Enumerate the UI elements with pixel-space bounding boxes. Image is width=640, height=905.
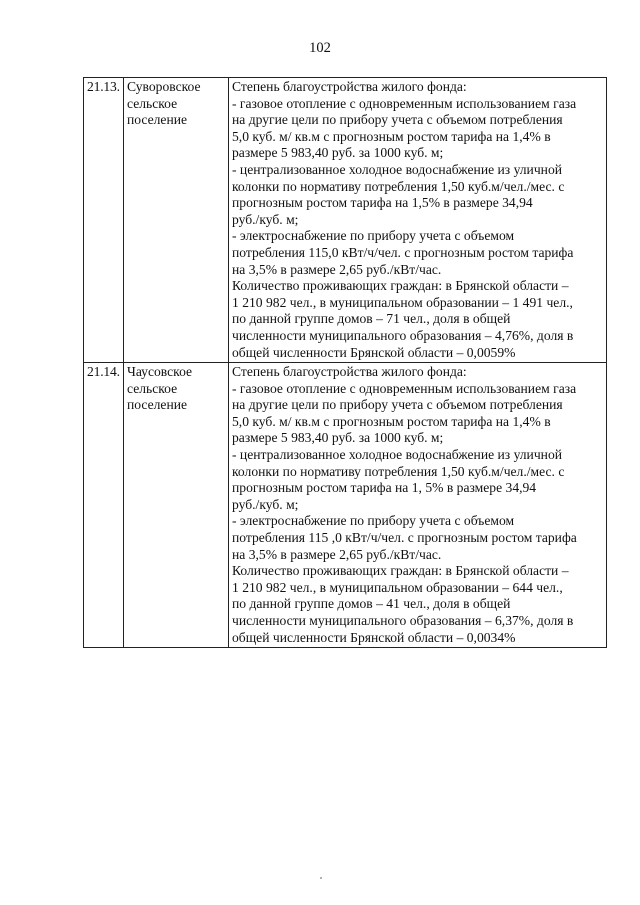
housing-description-line: численности муниципального образования – 6,37%, доля в	[232, 613, 574, 628]
housing-description-line: - централизованное холодное водоснабжение из уличной	[232, 161, 563, 177]
housing-description-line: на 3,5% в размере 2,65 руб./кВт/час.	[232, 261, 442, 277]
housing-description-cell	[229, 363, 607, 648]
settlement-name-line: Суворовское	[127, 79, 201, 94]
housing-description-line: Количество проживающих граждан: в Брянской области –	[232, 278, 569, 294]
housing-description-line: колонки по нормативу потребления 1,50 куб.м/чел./мес. с	[232, 463, 565, 479]
housing-description-line: на другие цели по прибору учета с объемом потребления	[232, 397, 563, 413]
housing-description-line: прогнозным ростом тарифа на 1,5% в размере 34,94	[232, 195, 533, 211]
housing-description-line: численности муниципального образования – 4,76%, доля в	[232, 327, 574, 343]
housing-description-line: прогнозным ростом тарифа на 1, 5% в размере 34,94	[232, 480, 537, 496]
housing-description-line: - электроснабжение по прибору учета с объемом	[232, 513, 515, 529]
page-number: 102	[309, 40, 331, 56]
settlement-name-line: сельское	[127, 380, 178, 396]
housing-description-line: на другие цели по прибору учета с объемом потребления	[232, 112, 563, 128]
housing-description-line: на 3,5% в размере 2,65 руб./кВт/час.	[232, 546, 442, 562]
settlement-name-line: поселение	[127, 397, 188, 413]
housing-description-line: размере 5 983,40 руб. за 1000 куб. м;	[232, 145, 444, 161]
settlement-name-cell	[124, 78, 229, 363]
housing-description-line: колонки по нормативу потребления 1,50 куб.м/чел./мес. с	[232, 178, 565, 194]
housing-description-line: потребления 115 ,0 кВт/ч/чел. с прогнозным ростом тарифа	[232, 530, 577, 546]
scan-speck	[320, 877, 322, 879]
housing-description-line: 1 210 982 чел., в муниципальном образовании – 644 чел.,	[232, 579, 563, 595]
housing-description-line: 5,0 куб. м/ кв.м с прогнозным ростом тарифа на 1,4% в	[232, 413, 551, 429]
row-number: 21.13.	[87, 79, 120, 94]
settlement-name-line: поселение	[127, 112, 188, 128]
housing-description-line: Степень благоустройства жилого фонда:	[232, 364, 467, 380]
row-number-cell	[84, 363, 124, 648]
housing-description-line: по данной группе домов – 71 чел., доля в общей	[232, 311, 511, 327]
housing-description-line: по данной группе домов – 41 чел., доля в общей	[232, 596, 511, 612]
housing-description-line: 1 210 982 чел., в муниципальном образовании – 1 491 чел.,	[232, 294, 573, 310]
housing-description-line: руб./куб. м;	[232, 211, 299, 227]
housing-description-line: 5,0 куб. м/ кв.м с прогнозным ростом тарифа на 1,4% в	[232, 128, 551, 144]
housing-description-line: Степень благоустройства жилого фонда:	[232, 79, 467, 94]
row-number-cell	[84, 78, 124, 363]
settlement-name-cell	[124, 363, 229, 648]
table-row	[84, 78, 607, 363]
housing-description-line: - электроснабжение по прибору учета с объемом	[232, 228, 515, 244]
housing-description-line: - газовое отопление с одновременным использованием газа	[232, 380, 577, 396]
housing-description-line: руб./куб. м;	[232, 496, 299, 512]
settlement-name-line: Чаусовское	[127, 364, 193, 380]
housing-description-line: размере 5 983,40 руб. за 1000 куб. м;	[232, 430, 444, 446]
housing-description-line: - газовое отопление с одновременным использованием газа	[232, 95, 577, 111]
housing-description-line: общей численности Брянской области – 0,0059%	[232, 344, 516, 360]
settlements-table	[83, 77, 607, 648]
housing-description-line: потребления 115,0 кВт/ч/чел. с прогнозным ростом тарифа	[232, 244, 574, 260]
table-row	[84, 363, 607, 648]
settlements-table-body	[84, 78, 607, 648]
housing-description-line: общей численности Брянской области – 0,0034%	[232, 629, 516, 645]
housing-description-line: - централизованное холодное водоснабжение из уличной	[232, 447, 563, 463]
housing-description-cell	[229, 78, 607, 363]
row-number: 21.14.	[87, 364, 120, 380]
housing-description-line: Количество проживающих граждан: в Брянской области –	[232, 563, 569, 579]
settlement-name-line: сельское	[127, 95, 178, 111]
